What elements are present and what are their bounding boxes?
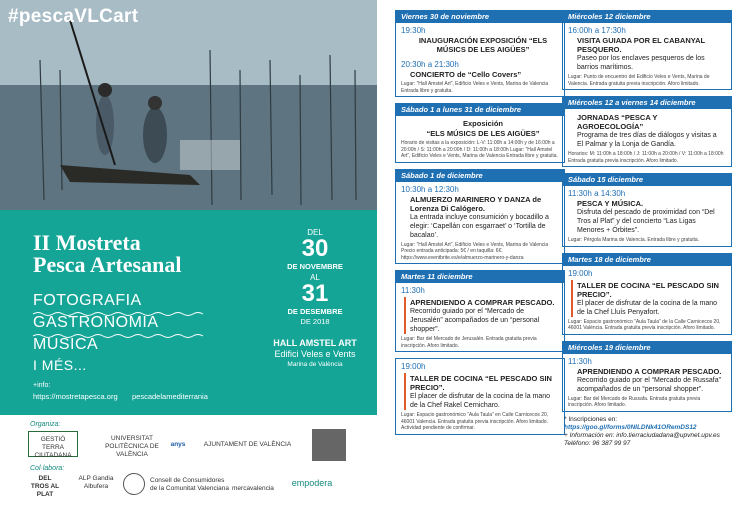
event-details: Lugar: Espacio gastronómico “Aula Taula” en Calle Carnicecos 20, 46001 Valencia. Entrada gratuita previa inscripción. Aforo limitado. Actividad pendiente de confirmar.: [401, 412, 549, 431]
event-title: TALLER DE COCINA “EL PESCADO SIN PRECIO”.: [410, 374, 552, 392]
event-block: [395, 358, 565, 435]
event-details: Lugar: Espacio gastronómico “Aula Taula” de la Calle Carnicecos 20, 46001 València. Entrada gratuita previa inscripción. Aforo limitado.: [568, 318, 721, 331]
event-time: 10:30h a 12:30h: [401, 184, 459, 194]
event-title: APRENDIENDO A COMPRAR PESCADO.: [577, 366, 722, 376]
logo-dark-badge: [312, 429, 346, 461]
event-date: Sábado 15 diciembre: [563, 174, 731, 186]
event-time: 20:30h a 21:30h: [401, 60, 459, 69]
event-date: Miércoles 19 diciembre: [563, 342, 731, 354]
event-details: Lugar: “Hall Amstel Art”, Edificio Veles e Vents, Marina de Valencia Precio entrada anticipada: 5€ / en taquilla: 6€. https://www.eventbrite.es/e/almuerzo-marinero-y-danza: [401, 241, 549, 261]
event-label: Exposición: [462, 119, 503, 128]
event-title: JORNADAS “PESCA Y AGROECOLOGÍA”: [577, 113, 658, 131]
event-description: La entrada incluye consumición y bocadillo a elegir: ‘Capellán con esgarraet’ o ‘Tortilla de bacalao’.: [410, 213, 549, 239]
event-title: TALLER DE COCINA “EL PESCADO SIN PRECIO”.: [577, 280, 719, 299]
title-line-1: II Mostreta: [33, 230, 141, 255]
event-block: [395, 169, 565, 265]
fishermen-photo: [0, 0, 377, 210]
logo-upv: UNIVERSITAT POLITÈCNICA DE VALÈNCIA: [105, 435, 159, 458]
logo-alp: ALP Gandia Albufera: [78, 475, 114, 490]
event-details: Lugar: Bar del Mercado de Jerusalén. Entrada gratuita previa inscripción. Aforo limitado.: [401, 336, 537, 349]
logo-ajuntament: AJUNTAMENT DE VALÈNCIA: [203, 441, 292, 448]
logo-del-tros: DEL TROS AL PLAT: [30, 475, 60, 498]
hashtag: #pescaVLCart: [8, 6, 139, 27]
event-description: Recorrido guiado por el “Mercado de Russafa” acompañados de un “personal shopper”.: [577, 376, 721, 393]
venue-place: Marina de València: [287, 361, 343, 368]
venue-building: Edifici Veles e Vents: [274, 349, 356, 359]
event-time: 11:30h a 14:30h: [568, 189, 626, 198]
event-description: El placer de disfrutar de la cocina de la mano de la Chef Lluís Penyafort.: [577, 299, 718, 316]
event-block: [395, 103, 565, 163]
event-time: 19:30h: [401, 26, 426, 35]
collabora-label: Col·labora:: [30, 465, 65, 472]
organiza-label: Organiza:: [30, 421, 61, 428]
event-date: Miércoles 12 a viernes 14 diciembre: [563, 97, 731, 109]
event-title: APRENDIENDO A COMPRAR PESCADO.: [410, 298, 555, 307]
logo-seal: [123, 473, 145, 495]
logo-consumidores: Consell de Consumidores de la Comunitat Valenciana: [150, 477, 230, 492]
schedule-panel: [390, 0, 739, 519]
footer-line1: * Inscripciones en:: [564, 415, 618, 423]
event-block: [562, 341, 732, 412]
date-year: DE 2018: [300, 317, 330, 326]
event-date: Martes 11 diciembre: [396, 271, 564, 283]
event-block: [562, 10, 732, 90]
date-month2: DE DESEMBRE: [287, 307, 343, 316]
info-label: +info:: [33, 382, 51, 389]
event-time: 16:00h a 17:30h: [568, 26, 626, 35]
theme-mes: I MÉS...: [33, 357, 87, 373]
event-description: Disfruta del pescado de proximidad con “Del Tros al Plat” y del concierto “Las Ligas Menores + Órbites”.: [577, 209, 715, 234]
title-line-2: Pesca Artesanal: [33, 252, 182, 277]
event-title: ALMUERZO MARINERO Y DANZA de Lorenza Di Calógero.: [410, 194, 542, 213]
event-block: [562, 253, 732, 335]
event-details: Lugar: Bar del Mercado de Russafa. Entrada gratuita previa inscripción. Aforo limitado.: [568, 395, 701, 408]
event-block: [395, 10, 565, 97]
registration-link[interactable]: https://goo.gl/forms/0NILDNk41ORemDS12: [564, 423, 697, 431]
logo-empodera: empodera: [291, 478, 333, 488]
date-al: AL: [310, 273, 320, 282]
event-time: 19:00h: [568, 268, 593, 278]
info-email[interactable]: + Información en: info.tierraciudadana@upvnet.upv.es: [564, 431, 720, 439]
date-del: DEL: [307, 228, 323, 237]
event-date: Martes 18 de diciembre: [563, 254, 731, 266]
date-month1: DE NOVEMBRE: [287, 262, 343, 271]
logo-mercavalencia: mercavalencia: [232, 485, 274, 492]
event-details: Lugar: Punto de encuentro del Edificio Veles e Vents, Marina de Valencia. Entrada gratuita previa inscripción. Aforo limitado.: [568, 74, 710, 87]
fishermen-illustration: [0, 0, 377, 210]
event-title: “ELS MÚSICS DE LES AIGÜES”: [426, 129, 540, 138]
sponsors-strip: [0, 415, 377, 519]
event-time: 11:30h: [401, 286, 425, 295]
event-title: CONCIERTO de “Cello Covers”: [410, 70, 522, 79]
date-day1: 30: [301, 235, 329, 262]
teal-poster-block: [0, 210, 377, 415]
event-description: El placer de disfrutar de la cocina de la mano de la Chef Rakel Cernicharo.: [410, 393, 551, 409]
schedule-column-1: [395, 10, 565, 435]
event-details: Horario de visitas a la exposición: L-V: 11:00h a 14:00h y de 16:00h a 20:00h / S: 11:00h a 20:00h / D: 11:00h a 18:00h Lugar: “Hall Amstel Art”, Edificio Veles e Vents, Marina de Valencia Entrada libre y gratuita.: [401, 140, 558, 159]
event-description: Paseo por los enclaves pesqueros de los barrios marítimos.: [577, 55, 705, 71]
phone: Teléfono: 96 387 99 97: [564, 439, 631, 447]
event-block: [395, 270, 565, 352]
event-details: Horarios: M: 11:00h a 18:00h / J: 11:00h a 20:00h / V: 11:00h a 18:00h Entrada gratuita previa inscripción. Aforo limitado.: [568, 151, 724, 164]
logo-anys: anys: [170, 441, 186, 448]
theme-musica: MÚSICA: [33, 336, 99, 353]
date-day2: 31: [301, 280, 329, 307]
footer-info: [562, 412, 732, 452]
event-time: 11:30h: [568, 356, 592, 366]
event-description: Recorrido guiado por el “Mercado de Jerusalén” acompañados de un “personal shopper”.: [410, 308, 540, 333]
theme-fotografia: FOTOGRAFIA: [33, 292, 142, 309]
event-date: Sábado 1 de diciembre: [396, 170, 564, 182]
event-title: PESCA Y MÚSICA.: [577, 199, 644, 208]
event-time: 19:00h: [401, 362, 426, 371]
event-block: [562, 173, 732, 247]
event-date: Viernes 30 de noviembre: [396, 11, 564, 23]
event-details: Lugar: “Hall Amstel Art”, Edificio Veles e Vents, Marina de Valencia Entrada libre y gratuita.: [401, 81, 549, 94]
schedule-column-2: [562, 10, 732, 452]
event-title: VISITA GUIADA POR EL CABANYAL PESQUERO.: [577, 36, 705, 54]
theme-gastronomia: GASTRONOMIA: [33, 314, 159, 331]
event-description: Programa de tres días de diálogos y visitas a El Palmar y la Lonja de Gandía.: [577, 132, 717, 148]
venue-name: HALL AMSTEL ART: [273, 338, 357, 348]
event-date: Sábado 1 a lunes 31 de diciembre: [396, 104, 564, 116]
instagram-handle[interactable]: pescadelamediterrania: [132, 392, 208, 401]
event-details: Lugar: Pérgola Marina de Valencia. Entrada libre y gratuita.: [568, 237, 700, 243]
info-url[interactable]: https://mostretapesca.org: [33, 392, 118, 401]
event-title: INAUGURACIÓN EXPOSICIÓN “ELS MÚSICS DE LES AIGÜES”: [418, 36, 548, 54]
event-block: [562, 96, 732, 167]
logo-terra-ciutadana: GESTIÓ TERRA CIUTADANA: [28, 431, 78, 457]
event-date: Miércoles 12 diciembre: [563, 11, 731, 23]
